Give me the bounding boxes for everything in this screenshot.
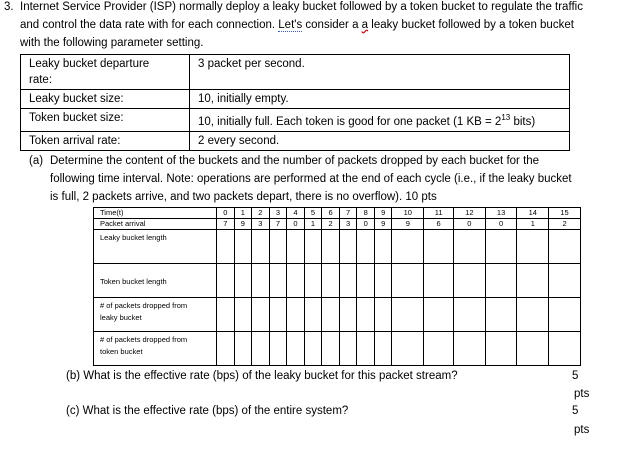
arrival-cell: 9: [374, 219, 392, 230]
param-label: Leaky bucket size:: [21, 90, 190, 109]
time-cell: 7: [339, 208, 357, 219]
arrival-cell: 3: [339, 219, 357, 230]
arrival-cell: 1: [304, 219, 322, 230]
leaky-length-cell: [485, 230, 517, 264]
part-c-points: 5: [572, 405, 579, 417]
lets-word: Let's: [278, 19, 303, 31]
param-label: Token bucket size:: [21, 109, 190, 132]
dropped-token-cell: [217, 332, 235, 366]
time-cell: 10: [392, 208, 424, 219]
dropped-token-cell: [424, 332, 454, 366]
time-cell: 13: [485, 208, 517, 219]
arrival-cell: 0: [485, 219, 517, 230]
arrival-cell: 0: [454, 219, 486, 230]
arrival-cell: 7: [269, 219, 287, 230]
leaky-length-cell: [549, 230, 581, 264]
dropped-leaky-header: # of packets dropped from leaky bucket: [94, 298, 217, 332]
dropped-leaky-cell: [424, 298, 454, 332]
part-a-line-3: is full, 2 packets arrive, and two packets depart, there is no overflow). 10 pts: [50, 191, 437, 203]
arrival-cell: 0: [357, 219, 375, 230]
time-cell: 6: [322, 208, 340, 219]
time-cell: 4: [287, 208, 305, 219]
time-cell: 14: [517, 208, 549, 219]
leaky-length-cell: [252, 230, 270, 264]
arrival-cell: 9: [392, 219, 424, 230]
part-c-question: (c) What is the effective rate (bps) of the entire system?: [66, 405, 349, 417]
dropped-leaky-row: [94, 298, 581, 332]
time-header: Time(t): [94, 208, 217, 219]
leaky-length-cell: [517, 230, 549, 264]
dropped-leaky-cell: [339, 298, 357, 332]
intro-line-2: and control the data rate with for each connection. Let's consider a a leaky bucket followed by a token bucket: [20, 19, 574, 31]
dropped-token-cell: [269, 332, 287, 366]
token-length-cell: [322, 264, 340, 298]
param-label: Leaky bucket departure rate:: [21, 55, 190, 90]
param-value: 3 packet per second.: [190, 55, 570, 90]
token-length-cell: [374, 264, 392, 298]
duplicate-a-word: a: [361, 19, 369, 31]
token-length-cell: [392, 264, 424, 298]
token-length-row: [94, 264, 581, 298]
leaky-length-cell: [269, 230, 287, 264]
leaky-length-cell: [304, 230, 322, 264]
dropped-token-cell: [252, 332, 270, 366]
dropped-token-cell: [454, 332, 486, 366]
dropped-leaky-cell: [269, 298, 287, 332]
dropped-token-cell: [339, 332, 357, 366]
bucket-grid: [93, 207, 581, 366]
param-row: [21, 131, 570, 150]
leaky-length-cell: [454, 230, 486, 264]
dropped-leaky-cell: [357, 298, 375, 332]
question-number: 3.: [4, 1, 14, 13]
token-length-cell: [517, 264, 549, 298]
token-length-cell: [454, 264, 486, 298]
dropped-token-cell: [287, 332, 305, 366]
token-length-cell: [424, 264, 454, 298]
time-cell: 12: [454, 208, 486, 219]
time-row: [94, 208, 581, 219]
arrival-cell: 6: [424, 219, 454, 230]
arrival-cell: 1: [517, 219, 549, 230]
dropped-leaky-cell: [322, 298, 340, 332]
arrival-cell: 2: [322, 219, 340, 230]
arrival-cell: 3: [252, 219, 270, 230]
dropped-token-cell: [374, 332, 392, 366]
dropped-leaky-cell: [304, 298, 322, 332]
param-row: [21, 109, 570, 132]
dropped-token-cell: [549, 332, 581, 366]
parameter-table: [20, 54, 570, 151]
time-cell: 2: [252, 208, 270, 219]
time-cell: 1: [234, 208, 252, 219]
token-length-cell: [217, 264, 235, 298]
part-a-line-1: Determine the content of the buckets and the number of packets dropped by each bucket for the: [50, 155, 540, 167]
part-b-question: (b) What is the effective rate (bps) of the leaky bucket for this packet stream?: [66, 370, 458, 382]
leaky-length-cell: [234, 230, 252, 264]
token-length-cell: [339, 264, 357, 298]
dropped-token-cell: [517, 332, 549, 366]
token-length-header: Token bucket length: [94, 264, 217, 298]
arrival-header: Packet arrival: [94, 219, 217, 230]
part-a-line-2: following time interval. Note: operations are performed at the end of each cycle (i.e., if the leaky bucket: [50, 173, 572, 185]
part-a-label: (a): [29, 155, 44, 167]
time-cell: 3: [269, 208, 287, 219]
dropped-leaky-cell: [287, 298, 305, 332]
leaky-length-header: Leaky bucket length: [94, 230, 217, 264]
dropped-token-header: # of packets dropped from token bucket: [94, 332, 217, 366]
dropped-token-cell: [392, 332, 424, 366]
dropped-token-row: [94, 332, 581, 366]
arrival-cell: 2: [549, 219, 581, 230]
param-value: 2 every second.: [190, 131, 570, 150]
param-label: Token arrival rate:: [21, 131, 190, 150]
time-cell: 0: [217, 208, 235, 219]
dropped-token-cell: [357, 332, 375, 366]
dropped-leaky-cell: [374, 298, 392, 332]
token-length-cell: [252, 264, 270, 298]
dropped-token-cell: [304, 332, 322, 366]
part-b-points: 5: [572, 370, 579, 382]
param-value: 10, initially empty.: [190, 90, 570, 109]
dropped-token-cell: [234, 332, 252, 366]
part-b-pts: pts: [574, 388, 590, 400]
time-cell: 11: [424, 208, 454, 219]
time-cell: 8: [357, 208, 375, 219]
param-row: [21, 90, 570, 109]
dropped-leaky-cell: [517, 298, 549, 332]
dropped-leaky-cell: [454, 298, 486, 332]
dropped-leaky-cell: [234, 298, 252, 332]
arrival-cell: 9: [234, 219, 252, 230]
intro-line-3: with the following parameter setting.: [20, 37, 204, 49]
dropped-token-cell: [322, 332, 340, 366]
leaky-length-cell: [339, 230, 357, 264]
time-cell: 5: [304, 208, 322, 219]
intro-line-1: Internet Service Provider (ISP) normally deploy a leaky bucket followed by a token bucket to regulate the traffic: [20, 1, 583, 13]
arrival-cell: 0: [287, 219, 305, 230]
leaky-length-cell: [322, 230, 340, 264]
param-value: 10, initially full. Each token is good for one packet (1 KB = $2^{13}$ bits): [190, 109, 570, 132]
leaky-length-cell: [424, 230, 454, 264]
token-length-cell: [357, 264, 375, 298]
token-length-cell: [287, 264, 305, 298]
token-length-cell: [269, 264, 287, 298]
time-cell: 15: [549, 208, 581, 219]
leaky-length-cell: [357, 230, 375, 264]
leaky-length-cell: [392, 230, 424, 264]
part-c-pts: pts: [574, 424, 590, 436]
dropped-leaky-cell: [485, 298, 517, 332]
param-row: [21, 55, 570, 90]
dropped-leaky-cell: [252, 298, 270, 332]
time-cell: 9: [374, 208, 392, 219]
dropped-leaky-cell: [549, 298, 581, 332]
arrival-cell: 7: [217, 219, 235, 230]
dropped-leaky-cell: [217, 298, 235, 332]
token-length-cell: [549, 264, 581, 298]
leaky-length-cell: [374, 230, 392, 264]
token-length-cell: [304, 264, 322, 298]
leaky-length-cell: [287, 230, 305, 264]
leaky-length-cell: [217, 230, 235, 264]
dropped-leaky-cell: [392, 298, 424, 332]
arrival-row: [94, 219, 581, 230]
token-length-cell: [234, 264, 252, 298]
token-length-cell: [485, 264, 517, 298]
dropped-token-cell: [485, 332, 517, 366]
leaky-length-row: [94, 230, 581, 264]
